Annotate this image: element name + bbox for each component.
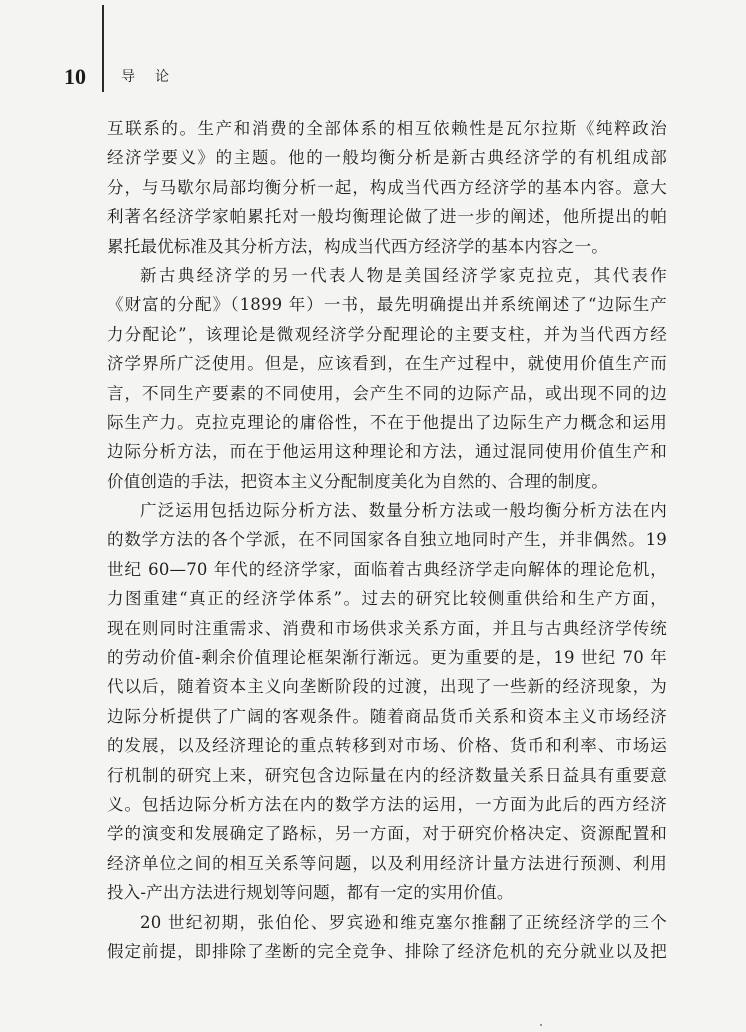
- text-line: 力分配论”，该理论是微观经济学分配理论的主要支柱，并为当代西方经: [107, 324, 667, 344]
- text-line: 互联系的。生产和消费的全部体系的相互依赖性是瓦尔拉斯《纯粹政治: [107, 119, 667, 138]
- text-line: 广泛运用包括边际分析方法、数量分析方法或一般均衡分析方法在内: [140, 501, 667, 521]
- text-line: 行机制的研究上来，研究包含边际量在内的经济数量关系日益具有重要意: [107, 765, 667, 785]
- paragraph: [107, 261, 667, 496]
- text-line: 新古典经济学的另一代表人物是美国经济学家克拉克，其代表作: [140, 265, 667, 285]
- text-line: 际生产力。克拉克理论的庸俗性，不在于他提出了边际生产力概念和运用: [107, 412, 667, 432]
- text-line: 的数学方法的各个学派，在不同国家各自独立地同时产生，并非偶然。19: [107, 530, 667, 550]
- text-line: 投入-产出方法进行规划等问题，都有一定的实用价值。: [107, 883, 514, 903]
- section-title: 导论: [121, 69, 189, 85]
- text-line: 力图重建“真正的经济学体系”。过去的研究比较侧重供给和生产方面，: [107, 589, 667, 609]
- running-header: [0, 0, 746, 100]
- text-line: 学的演变和发展确定了路标，另一方面，对于研究价格决定、资源配置和: [107, 824, 667, 844]
- text-line: 边际分析提供了广阔的客观条件。随着商品货币关系和资本主义市场经济: [107, 706, 667, 726]
- text-line: 义。包括边际分析方法在内的数学方法的运用，一方面为此后的西方经济: [107, 794, 667, 814]
- paragraph: [107, 114, 667, 261]
- scan-speck: [540, 1024, 542, 1026]
- paragraph: [107, 908, 667, 967]
- text-line: 20 世纪初期，张伯伦、罗宾逊和维克塞尔推翻了正统经济学的三个: [140, 912, 667, 932]
- text-line: 济学界所广泛使用。但是，应该看到，在生产过程中，就使用价值生产而: [107, 354, 667, 374]
- text-line: 价值创造的手法，把资本主义分配制度美化为自然的、合理的制度。: [107, 471, 608, 491]
- text-line: 边际分析方法，而在于他运用这种理论和方法，通过混同使用价值生产和: [107, 442, 667, 462]
- text-line: 经济单位之间的相互关系等问题，以及利用经济计量方法进行预测、利用: [107, 853, 667, 873]
- text-line: 假定前提，即排除了垄断的完全竞争、排除了经济危机的充分就业以及把: [107, 941, 667, 961]
- text-line: 利著名经济学家帕累托对一般均衡理论做了进一步的阐述，他所提出的帕: [107, 207, 667, 227]
- paragraph: [107, 496, 667, 907]
- text-line: 代以后，随着资本主义向垄断阶段的过渡，出现了一些新的经济现象，为: [107, 677, 667, 697]
- page-number: 10: [64, 64, 86, 89]
- body-text: [107, 114, 667, 966]
- text-line: 的劳动价值-剩余价值理论框架渐行渐远。更为重要的是，19 世纪 70 年: [107, 648, 667, 668]
- text-line: 《财富的分配》（1899 年）一书，最先明确提出并系统阐述了“边际生产: [107, 295, 667, 315]
- header-divider-rule: [102, 5, 104, 92]
- text-line: 经济学要义》的主题。他的一般均衡分析是新古典经济学的有机组成部: [107, 148, 667, 168]
- text-line: 世纪 60—70 年代的经济学家，面临着古典经济学走向解体的理论危机，: [107, 559, 667, 579]
- text-line: 言，不同生产要素的不同使用，会产生不同的边际产品，或出现不同的边: [107, 383, 667, 403]
- text-line: 的发展，以及经济理论的重点转移到对市场、价格、货币和利率、市场运: [107, 736, 667, 756]
- text-line: 现在则同时注重需求、消费和市场供求关系方面，并且与古典经济学传统: [107, 618, 667, 638]
- text-line: 累托最优标准及其分析方法，构成当代西方经济学的基本内容之一。: [107, 236, 608, 256]
- text-line: 分，与马歇尔局部均衡分析一起，构成当代西方经济学的基本内容。意大: [107, 177, 667, 197]
